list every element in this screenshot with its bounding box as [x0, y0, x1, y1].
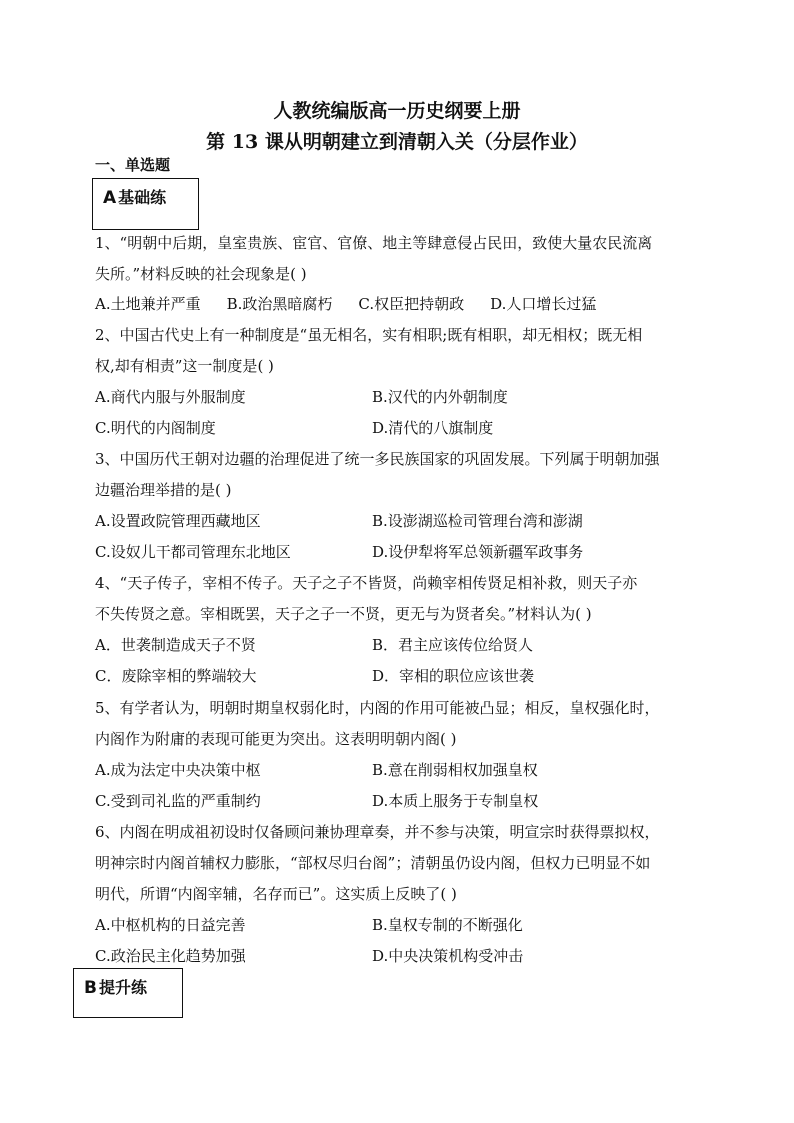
level-a-label: 基础练: [118, 188, 167, 207]
question-2-stem-line-1: 2、中国古代史上有一种制度是“虽无相名，实有相职;既有相职，却无相权；既无相: [95, 326, 643, 344]
level-a-mark: A: [103, 188, 117, 208]
level-b-label: 提升练: [98, 978, 147, 997]
question-3-option-c: C.设奴儿干都司管理东北地区: [95, 543, 291, 561]
question-1-option-d: D.人口增长过猛: [490, 295, 597, 313]
question-2-option-a: A.商代内服与外服制度: [95, 388, 246, 406]
question-5-option-d: D.本质上服务于专制皇权: [372, 792, 539, 810]
question-1-stem-line-2: 失所。”材料反映的社会现象是( ): [95, 265, 307, 283]
lesson-title: 第 13 课从明朝建立到清朝入关（分层作业）: [206, 131, 588, 153]
question-5-option-b: B.意在削弱相权加强皇权: [372, 761, 538, 779]
question-6-stem-line-1: 6、内阁在明成祖初设时仅备顾问兼协理章奏，并不参与决策，明宣宗时获得票拟权，: [95, 823, 660, 841]
question-3-option-d: D.设伊犁将军总领新疆军政事务: [372, 543, 584, 561]
question-1-stem-line-1: 1、“明朝中后期，皇室贵族、宦官、官僚、地主等肆意侵占民田，致使大量农民流离: [95, 234, 653, 252]
question-2-option-c: C.明代的内阁制度: [95, 419, 216, 437]
section-heading: 一、单选题: [95, 156, 171, 174]
question-5-option-c: C.受到司礼监的严重制约: [95, 792, 261, 810]
question-4-option-d: D．宰相的职位应该世袭: [372, 667, 535, 685]
question-3-stem-line-2: 边疆治理举措的是( ): [95, 481, 232, 499]
question-4-stem-line-2: 不失传贤之意。宰相既罢，天子之子一不贤，更无与为贤者矣。”材料认为( ): [95, 605, 592, 623]
question-2-option-d: D.清代的八旗制度: [372, 419, 494, 437]
question-4-stem-line-1: 4、“天子传子，宰相不传子。天子之子不皆贤，尚赖宰相传贤足相补救，则天子亦: [95, 574, 638, 592]
question-1-option-b: B.政治黑暗腐朽: [226, 295, 333, 313]
question-6-option-d: D.中央决策机构受冲击: [372, 947, 524, 965]
question-1-option-c: C.权臣把持朝政: [358, 295, 465, 313]
level-b-mark: B: [84, 978, 97, 998]
question-5-stem-line-1: 5、有学者认为，明朝时期皇权弱化时，内阁的作用可能被凸显；相反，皇权强化时，: [95, 699, 660, 717]
question-3-option-a: A.设置政院管理西藏地区: [95, 512, 261, 530]
question-6-stem-line-2: 明神宗时内阁首辅权力膨胀，“部权尽归台阁”；清朝虽仍设内阁，但权力已明显不如: [95, 854, 651, 872]
question-4-option-a: A．世袭制造成天子不贤: [95, 636, 256, 654]
question-6-stem-line-3: 明代，所谓“内阁宰辅，名存而已”。这实质上反映了( ): [95, 885, 457, 903]
question-4-option-c: C．废除宰相的弊端较大: [95, 667, 257, 685]
document-title: 人教统编版高一历史纲要上册: [273, 100, 521, 122]
question-6-option-a: A.中枢机构的日益完善: [95, 916, 246, 934]
question-1-options: [95, 294, 596, 314]
question-3-option-b: B.设澎湖巡检司管理台湾和澎湖: [372, 512, 583, 530]
question-6-option-c: C.政治民主化趋势加强: [95, 947, 246, 965]
question-2-option-b: B.汉代的内外朝制度: [372, 388, 508, 406]
question-5-option-a: A.成为法定中央决策中枢: [95, 761, 261, 779]
question-6-option-b: B.皇权专制的不断强化: [372, 916, 523, 934]
question-2-stem-line-2: 权,却有相责”这一制度是( ): [95, 357, 274, 375]
level-a-box: [92, 178, 199, 230]
question-3-stem-line-1: 3、中国历代王朝对边疆的治理促进了统一多民族国家的巩固发展。下列属于明朝加强: [95, 450, 660, 468]
question-4-option-b: B．君主应该传位给贤人: [372, 636, 534, 654]
question-5-stem-line-2: 内阁作为附庸的表现可能更为突出。这表明明朝内阁( ): [95, 730, 457, 748]
question-1-option-a: A.土地兼并严重: [95, 295, 201, 313]
level-b-box: [73, 968, 183, 1018]
